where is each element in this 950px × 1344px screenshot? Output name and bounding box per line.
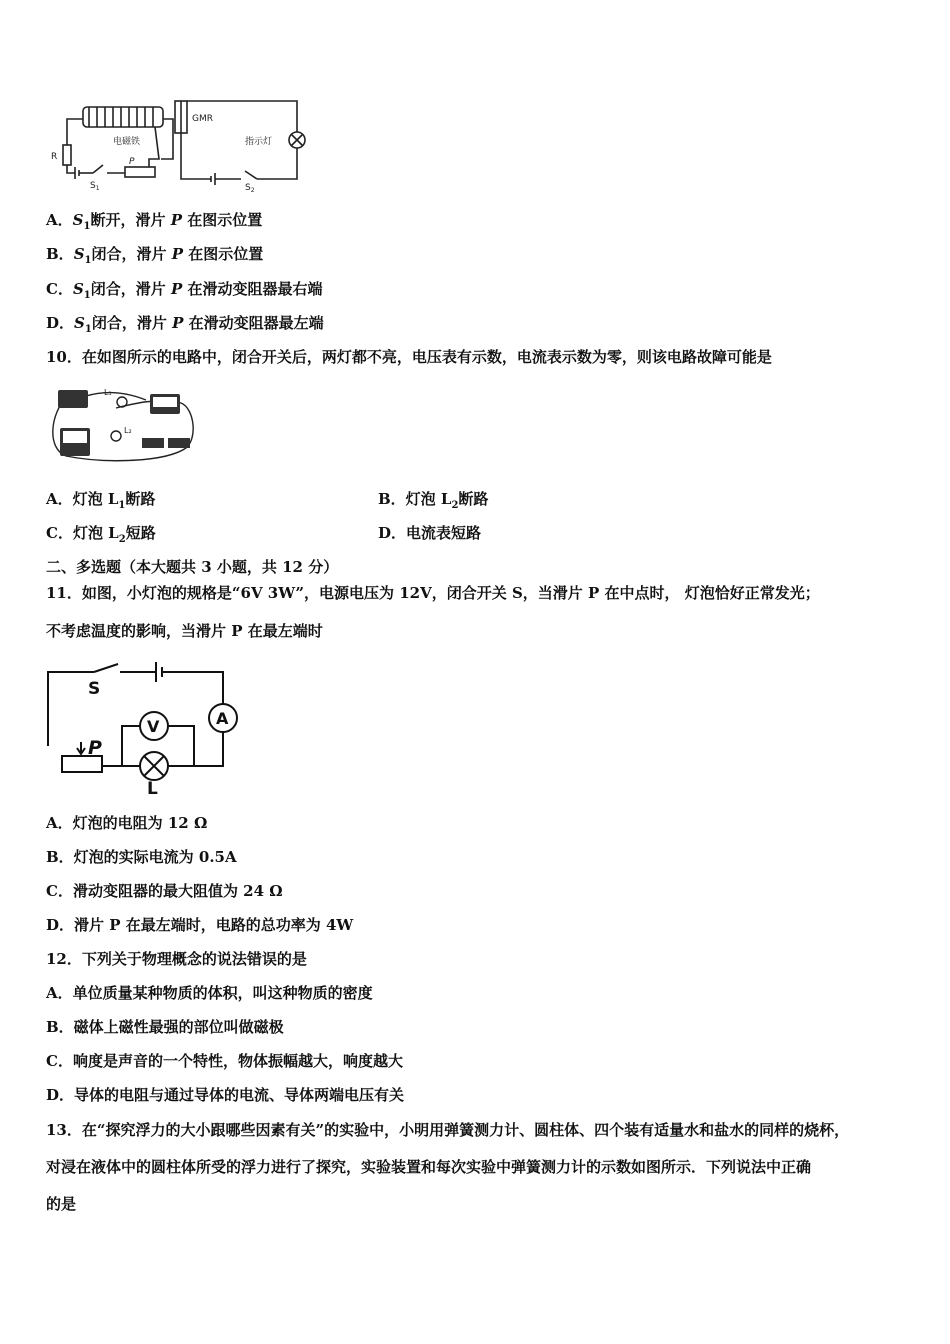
q10-label-l2: L₂	[124, 426, 132, 435]
q9-label-coil: 电磁铁	[113, 137, 141, 147]
q13-stem-line3: 的是	[46, 1195, 77, 1213]
q10-option-a: A．灯泡 $L_1$断路	[46, 490, 156, 511]
q9-label-r: R	[51, 152, 58, 162]
q11-option-d: D．滑片 P 在最左端时，电路的总功率为 4W	[46, 916, 354, 934]
q12-option-a: A．单位质量某种物质的体积，叫这种物质的密度	[46, 984, 373, 1002]
q11-label-s: S	[88, 679, 101, 699]
q11-stem-line2: 不考虑温度的影响，当滑片 P 在最左端时	[46, 622, 323, 640]
q11-option-b: B．灯泡的实际电流为 0.5A	[46, 848, 237, 866]
q9-option-d: D．$S_1$闭合，滑片 P 在滑动变阻器最左端	[46, 314, 324, 335]
q11-option-a: A．灯泡的电阻为 12 Ω	[46, 814, 208, 832]
q11-label-a: A	[216, 709, 229, 728]
q11-label-v: V	[147, 717, 160, 736]
q11-option-c: C．滑动变阻器的最大阻值为 24 Ω	[46, 882, 283, 900]
section-heading: 二、多选题（本大题共 3 小题，共 12 分）	[46, 558, 339, 576]
q12-stem: 12．下列关于物理概念的说法错误的是	[46, 950, 307, 968]
q12-option-c: C．响度是声音的一个特性，物体振幅越大，响度越大	[46, 1052, 403, 1070]
q11-stem-line1: 11．如图，小灯泡的规格是“6V 3W”，电源电压为 12V，闭合开关 S，当滑片 P 在中点时， 灯泡恰好正常发光；	[46, 584, 820, 602]
q10-label-l1: L₁	[104, 388, 112, 397]
q11-label-p: P	[88, 737, 102, 759]
q9-label-gmr: GMR	[192, 114, 213, 124]
q10-stem: 10．在如图所示的电路中，闭合开关后，两灯都不亮，电压表有示数，电流表示数为零，则该电路故障可能是	[46, 348, 772, 366]
q12-option-d: D．导体的电阻与通过导体的电流、导体两端电压有关	[46, 1086, 405, 1104]
q9-option-b: B．$S_1$闭合，滑片 P 在图示位置	[46, 245, 264, 266]
q9-label-s2: $S_2$	[245, 183, 255, 192]
q9-label-p: P	[129, 157, 135, 167]
q9-label-s1: $S_1$	[90, 181, 100, 192]
q9-option-a: A．$S_1$断开，滑片 P 在图示位置	[46, 211, 263, 232]
q9-circuit-figure	[45, 97, 310, 192]
q10-option-d: D．电流表短路	[378, 524, 482, 542]
q10-circuit-photo	[46, 378, 196, 466]
q12-option-b: B．磁体上磁性最强的部位叫做磁极	[46, 1018, 284, 1036]
q13-stem-line1: 13．在“探究浮力的大小跟哪些因素有关”的实验中，小明用弹簧测力计、圆柱体、四个装有适量水和盐水的同样的烧杯，	[46, 1121, 850, 1139]
q10-option-c: C．灯泡 $L_2$短路	[46, 524, 156, 545]
q9-label-lamp: 指示灯	[245, 137, 273, 147]
q11-label-l: L	[147, 779, 158, 796]
q13-stem-line2: 对浸在液体中的圆柱体所受的浮力进行了探究，实验装置和每次实验中弹簧测力计的示数如图所示．下列说法中正确	[46, 1158, 812, 1176]
q10-option-b: B．灯泡 $L_2$断路	[378, 490, 489, 511]
q11-circuit-figure	[44, 656, 246, 796]
q9-option-c: C．$S_1$闭合，滑片 P 在滑动变阻器最右端	[46, 280, 323, 301]
